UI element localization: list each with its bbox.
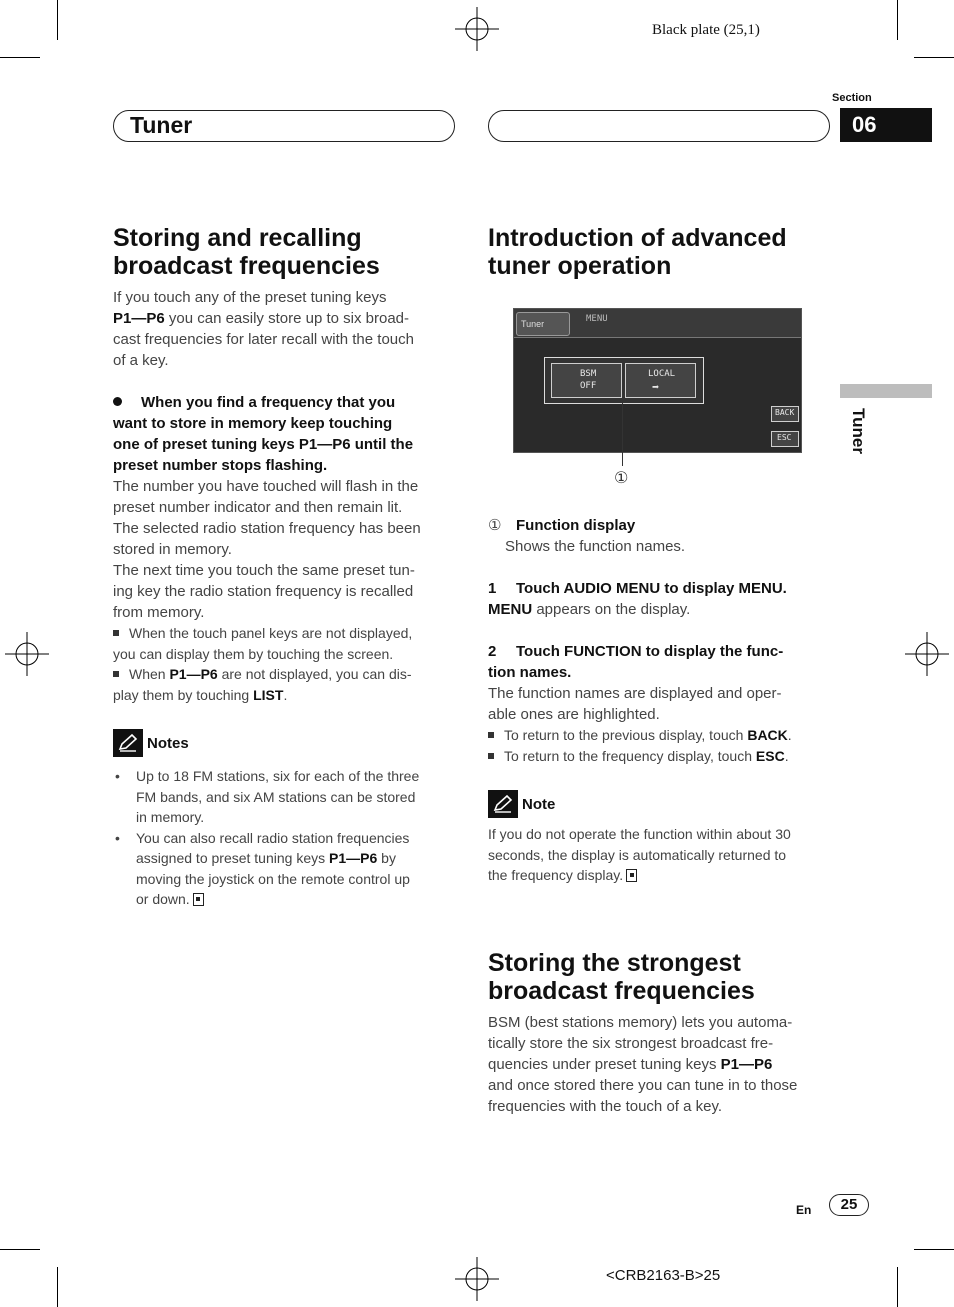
- left-column: [113, 224, 458, 910]
- callout-line: [622, 402, 623, 466]
- crop-mark: [897, 1267, 898, 1307]
- screen-tab: Tuner: [516, 312, 570, 336]
- esc-button[interactable]: ESC: [771, 431, 799, 447]
- step-1: 1 Touch AUDIO MENU to display MENU. MENU appears on the display.: [488, 580, 787, 618]
- note-text: If you do not operate the function within about 30 seconds, the display is automatically returned to the frequency display.: [488, 826, 791, 883]
- document-code: <CRB2163-B>25: [606, 1267, 721, 1284]
- legend-item: ① Function display Shows the function names.: [488, 517, 686, 555]
- note-heading: Note: [488, 790, 833, 818]
- intro-paragraph: If you touch any of the preset tuning keys P1—P6 you can easily store up to six broad- cast frequencies for later recall with the touch of a key.: [113, 289, 414, 369]
- step-instruction: When you find a frequency that you want to store in memory keep touching one of preset tuning keys P1—P6 until the preset number stops flashing.: [113, 394, 414, 474]
- heading-storing-recalling: Storing and recalling broadcast frequencies: [113, 224, 380, 280]
- right-column-top: [488, 224, 833, 280]
- registration-mark-icon: [5, 632, 49, 676]
- screen-menu-label: MENU: [586, 314, 608, 324]
- bullet-dot-icon: [113, 397, 122, 406]
- crop-mark: [914, 57, 954, 58]
- section-label: Section: [832, 92, 872, 104]
- registration-mark-icon: [455, 1257, 499, 1301]
- header-empty-pill: [488, 110, 830, 142]
- notes-list: [113, 766, 458, 910]
- end-of-section-icon: [193, 893, 204, 906]
- end-of-section-icon: [626, 869, 637, 882]
- section-title: Tuner: [130, 112, 193, 138]
- heading-strongest-frequencies: Storing the strongest broadcast frequencies: [488, 949, 755, 1005]
- registration-mark-icon: [905, 632, 949, 676]
- right-column-bottom: [488, 949, 833, 1117]
- section-number: 06: [852, 112, 877, 137]
- square-bullet-icon: [113, 671, 119, 677]
- notes-heading: Notes: [113, 729, 458, 757]
- crop-mark: [914, 1249, 954, 1250]
- tuner-screen-illustration: [513, 308, 802, 453]
- crop-mark: [0, 57, 40, 58]
- page-number: 25: [840, 1196, 858, 1213]
- language-code: En: [796, 1203, 812, 1217]
- step-2-sub-list: To return to the previous display, touch BACK. To return to the frequency display, touch ESC.: [488, 725, 833, 766]
- crop-mark: [57, 1267, 58, 1307]
- sub-note-list: When the touch panel keys are not displayed, you can display them by touching the screen. When P1—P6 are not displayed, you can dis- play them by touching LIST.: [113, 625, 413, 703]
- arrow-right-icon: ➡: [652, 380, 660, 394]
- callout-number: ①: [614, 470, 629, 487]
- note-pencil-icon: [488, 790, 518, 818]
- step-2: 2 Touch FUNCTION to display the func- tion names. The function names are displayed and oper- able ones are highlighted.: [488, 643, 784, 723]
- registration-mark-icon: [455, 7, 499, 51]
- note-item: • You can also recall radio station frequencies assigned to preset tuning keys P1—P6 by moving the joystick on the remote control up or down.: [115, 829, 410, 907]
- crop-mark: [897, 0, 898, 40]
- bullet-dot-icon: •: [115, 829, 120, 846]
- square-bullet-icon: [488, 732, 494, 738]
- note-item: • Up to 18 FM stations, six for each of the three FM bands, and six AM stations can be stored in memory.: [115, 768, 420, 825]
- plate-text: Black plate (25,1): [652, 22, 760, 38]
- page-number-pill: [829, 1194, 869, 1216]
- back-button[interactable]: BACK: [771, 406, 799, 422]
- square-bullet-icon: [113, 630, 119, 636]
- section-title-pill: [113, 110, 455, 142]
- note-pencil-icon: [113, 729, 143, 757]
- step-description: The number you have touched will flash in the preset number indicator and then remain lit. The selected radio station frequency has been stored in memory. The next time you touch the same preset tun- ing key the radio station frequency is recalled from memory.: [113, 478, 421, 621]
- side-tab-bar: [840, 384, 932, 398]
- bsm-button[interactable]: BSM OFF: [551, 363, 622, 398]
- side-tab-label: Tuner: [849, 408, 868, 454]
- bullet-dot-icon: •: [115, 768, 120, 784]
- right-column-body: [488, 515, 833, 886]
- heading-advanced-tuner: Introduction of advanced tuner operation: [488, 224, 787, 280]
- local-button[interactable]: LOCAL ➡: [625, 363, 696, 398]
- square-bullet-icon: [488, 753, 494, 759]
- section-number-box: [840, 108, 932, 142]
- crop-mark: [0, 1249, 40, 1250]
- crop-mark: [57, 0, 58, 40]
- bsm-paragraph: BSM (best stations memory) lets you automa- tically store the six strongest broadcast fre- quencies under preset tuning keys P1—P6 and once stored there you can tune in to those frequencies with the touch of a key.: [488, 1014, 798, 1115]
